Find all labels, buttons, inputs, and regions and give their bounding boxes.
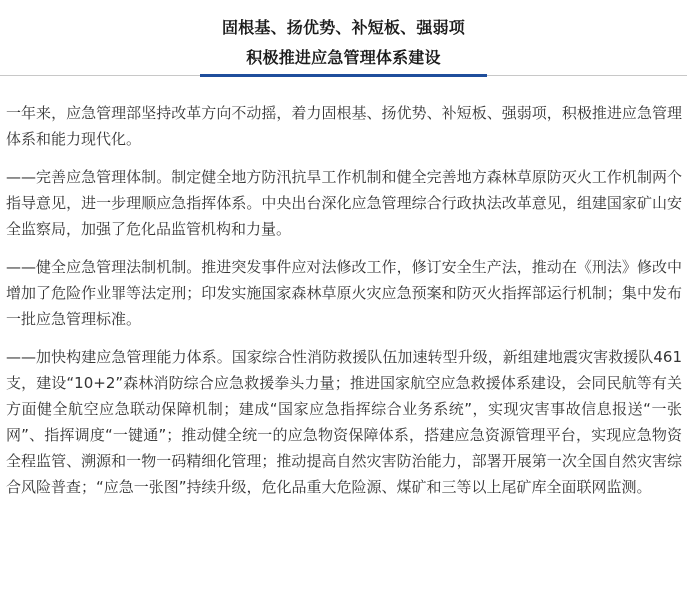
headline-line-1: 固根基、扬优势、补短板、强弱项 [221,18,465,37]
article-body [6,100,682,512]
paragraph-intro: 一年来，应急管理部坚持改革方向不动摇，着力固根基、扬优势、补短板、强弱项，积极推进应急管理体系和能力现代化。 [6,104,682,148]
paragraph-system: ——完善应急管理体制。制定健全地方防汛抗旱工作机制和健全完善地方森林草原防灭火工作机制两个指导意见，进一步理顺应急指挥体系。中央出台深化应急管理综合行政执法改革意见，组建国家矿山安全监察局，加强了危化品监管机构和力量。 [6,168,682,238]
headline-line-2: 积极推进应急管理体系建设 [246,48,441,67]
paragraph-legal: ——健全应急管理法制机制。推进突发事件应对法修改工作，修订安全生产法，推动在《刑法》修改中增加了危险作业罪等法定刑；印发实施国家森林草原火灾应急预案和防灭火指挥部运行机制；集中发布一批应急管理标准。 [6,258,682,328]
header-accent-bar [200,74,487,77]
paragraph-capability: ——加快构建应急管理能力体系。国家综合性消防救援队伍加速转型升级，新组建地震灾害救援队461支，建设“10+2”森林消防综合应急救援拳头力量；推进国家航空应急救援体系建设，会同民航等有关方面健全航空应急联动保障机制；建成“国家应急指挥综合业务系统”，实现灾害事故信息报送“一张网”、指挥调度“一键通”；推动健全统一的应急物资保障体系，搭建应急资源管理平台，实现应急物资全程监管、溯源和一物一码精细化管理；推动提高自然灾害防治能力，部署开展第一次全国自然灾害综合风险普查；“应急一张图”持续升级，危化品重大危险源、煤矿和三等以上尾矿库全面联网监测。 [6,348,682,496]
article-header [0,0,687,84]
